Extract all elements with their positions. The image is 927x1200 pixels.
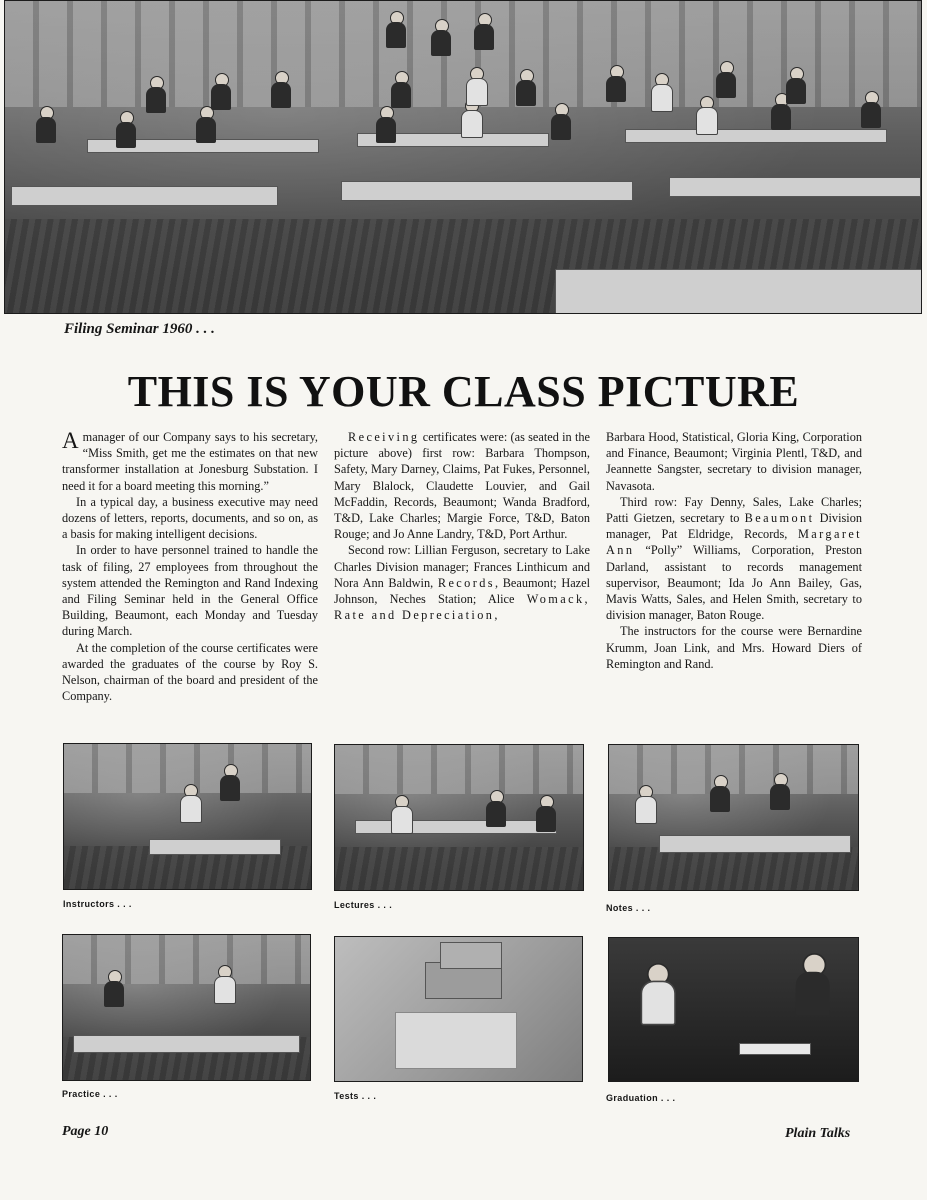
drop-cap: A [62,428,79,453]
article-paragraph: The instructors for the course were Bernardine Krumm, Joan Link, and Mrs. Howard Diers of Remington and Rand. [606,624,862,671]
lectures-caption: Lectures . . . [334,900,393,910]
practice-photo [62,934,311,1081]
page-number: Page 10 [62,1124,109,1139]
article-column-1 [62,429,318,704]
article-paragraph: At the completion of the course certificates were awarded the graduates of the course by Roy S. Nelson, chairman of the board and president of the Company. [62,640,318,704]
article-paragraph: In a typical day, a business executive may need dozens of letters, reports, documents, and so on, as a basis for making intelligent decisions. [62,494,318,542]
graduation-caption: Graduation . . . [606,1093,676,1103]
page-title: THIS IS YOUR CLASS PICTURE [127,367,800,416]
class-photo [4,0,922,314]
notes-caption: Notes . . . [606,903,651,913]
practice-caption: Practice . . . [62,1089,118,1099]
article-paragraph: In order to have personnel trained to handle the task of filing, 27 employees from throughout the system attended the Remington and Rand Indexing and Filing Seminar held in the General Office Building, Beaumont, each Monday and Tuesday during March. [62,543,318,639]
tests-caption: Tests . . . [334,1091,377,1101]
tests-photo [334,936,583,1082]
instructors-caption: Instructors . . . [63,899,132,909]
article-paragraph: Barbara Hood, Statistical, Gloria King, Corporation and Finance, Beaumont; Virginia Plentl, T&D, and Jeannette Sangster, secretary to division manager, Navasota. [606,430,862,493]
publication-name: Plain Talks [785,1126,851,1141]
class-photo-caption: Filing Seminar 1960 . . . [64,321,215,337]
article-paragraph: Third row: Fay Denny, Sales, Lake Charles; Patti Gietzen, secretary to Beaumont Division manager, Pat Eldridge, Records, Margaret Ann “Polly” Williams, Corporation, Preston Darland, assistant to records management supervisor, Beaumont; Ida Jo Ann Bailey, Gas, Mavis Watts, Sales, and Helen Smith, secretary to division manager, Baton Rouge. [606,494,863,623]
graduation-photo [608,937,859,1082]
article-paragraph: Second row: Lillian Ferguson, secretary to Lake Charles Division manager; Frances Linthicum and Nora Ann Baldwin, Records, Beaumont; Hazel Johnson, Neches Station; Alice Womack, Rate and Depreciation, [334,543,590,623]
article-column-3 [606,429,862,672]
article-paragraph: Amanager of our Company says to his secretary, “Miss Smith, get me the estimates on that new transformer installation at Jonesburg Substation. I need it for a board meeting this morning.” [62,428,318,493]
article-paragraph: Receiving certificates were: (as seated in the picture above) first row: Barbara Thompson, Safety, Mary Darney, Claims, Pat Fukes, Personnel, Mary Blalock, Claudette Louvier, and Gail McFaddin, Records, Beaumont; Wanda Bradford, T&D, Lake Charles; Margie Force, T&D, Baton Rouge; and Jo Anne Landry, T&D, Port Arthur. [334,430,590,542]
lectures-photo [334,744,584,891]
article-column-2 [334,429,590,623]
instructors-photo [63,743,312,890]
notes-photo [608,744,859,891]
